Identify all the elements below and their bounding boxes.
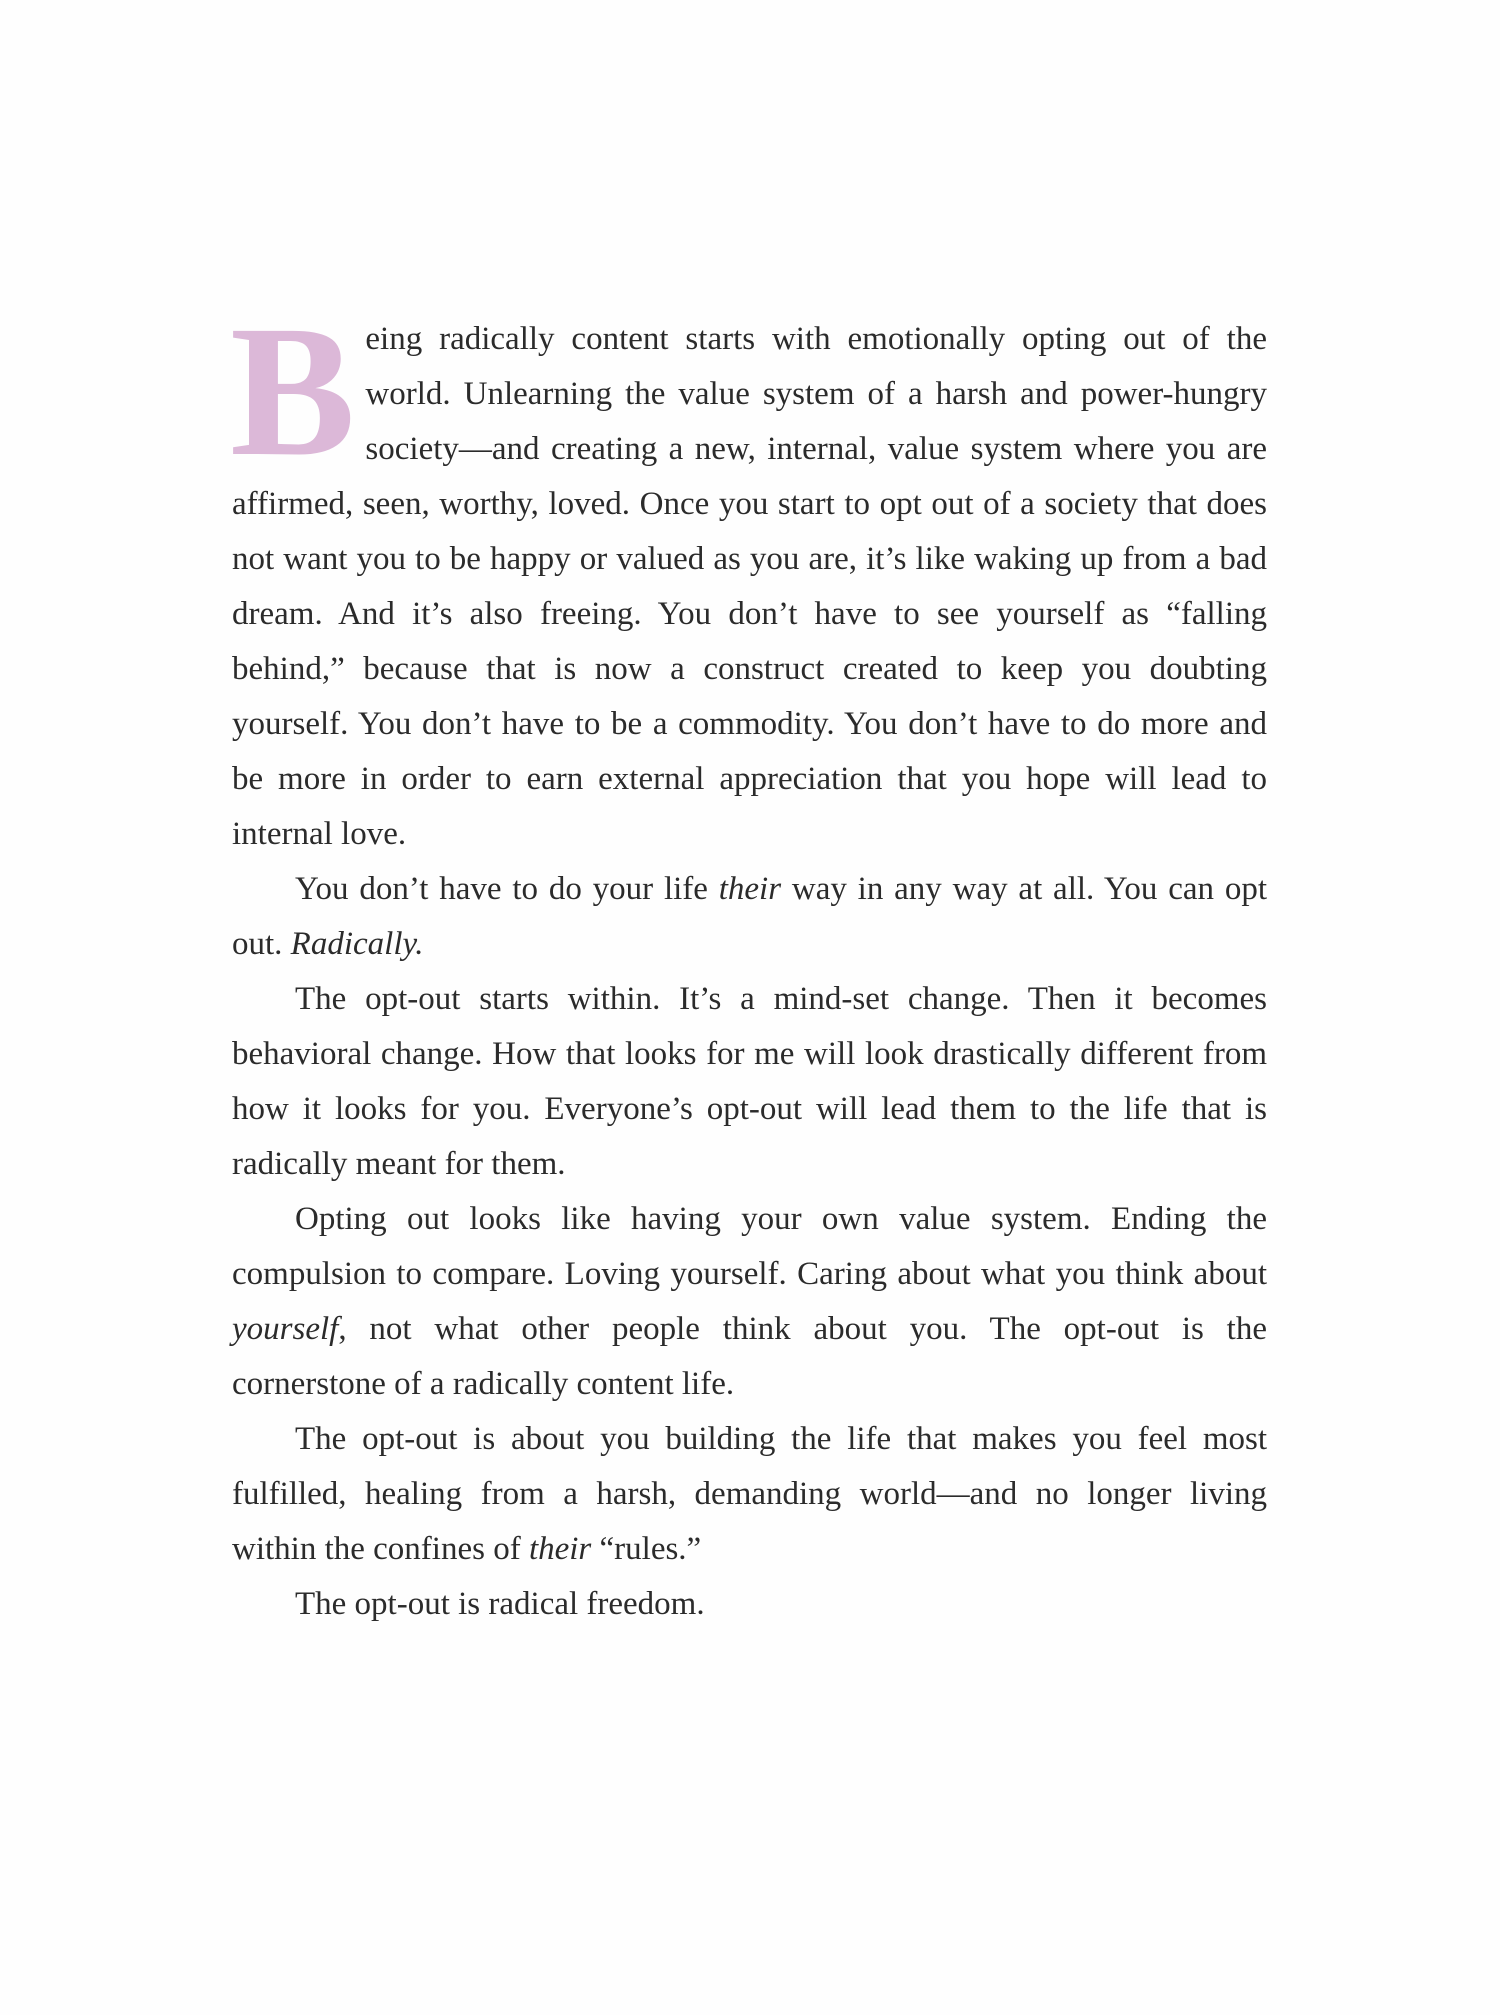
paragraph-5-emphasis-their: their [528,1531,592,1567]
paragraph-5 [232,1412,1267,1577]
paragraph-2-text-b: way in any way at all. You can opt out. [232,871,1267,962]
drop-cap-letter: B [230,286,356,495]
paragraph-1 [230,286,1267,862]
paragraph-4-emphasis-yourself: yourself [232,1311,339,1347]
paragraph-4-text-a: Opting out looks like having your own value system. Ending the compulsion to compare. Loving yourself. Caring about what you think about [232,1201,1267,1292]
paragraph-3-text: The opt-out starts within. It’s a mind-set change. Then it becomes behavioral change. How that looks for me will look drastically different from how it looks for you. Everyone’s opt-out will lead them to the life that is radically meant for them. [232,981,1267,1182]
paragraph-4 [232,1192,1267,1412]
paragraph-3 [232,972,1267,1192]
paragraph-2-emphasis-radically: Radically. [290,926,424,962]
paragraph-4-text-b: , not what other people think about you. The opt-out is the cornerstone of a radically content life. [232,1311,1267,1402]
paragraph-2-text-a: You don’t have to do your life [295,871,719,907]
paragraph-6-text: The opt-out is radical freedom. [295,1586,705,1622]
paragraph-2 [232,862,1267,972]
paragraph-5-text-b: “rules.” [591,1531,702,1567]
paragraph-5-text-a: The opt-out is about you building the life that makes you feel most fulfilled, healing from a harsh, demanding world—and no longer living within the confines of [232,1421,1267,1567]
paragraph-2-emphasis-their: their [718,871,782,907]
paragraph-1-text: eing radically content starts with emotionally opting out of the world. Unlearning the value system of a harsh and power-hungry society—and creating a new, internal, value system where you are affirmed, seen, worthy, loved. Once you start to opt out of a society that does not want you to be happy or valued as you are, it’s like waking up from a bad dream. And it’s also freeing. You don’t have to see yourself as “falling behind,” because that is now a construct created to keep you doubting yourself. You don’t have to be a commodity. You don’t have to do more and be more in order to earn external appreciation that you hope will lead to internal love. [232,321,1267,852]
paragraph-6 [232,1577,1267,1632]
body-text [230,286,1267,1632]
